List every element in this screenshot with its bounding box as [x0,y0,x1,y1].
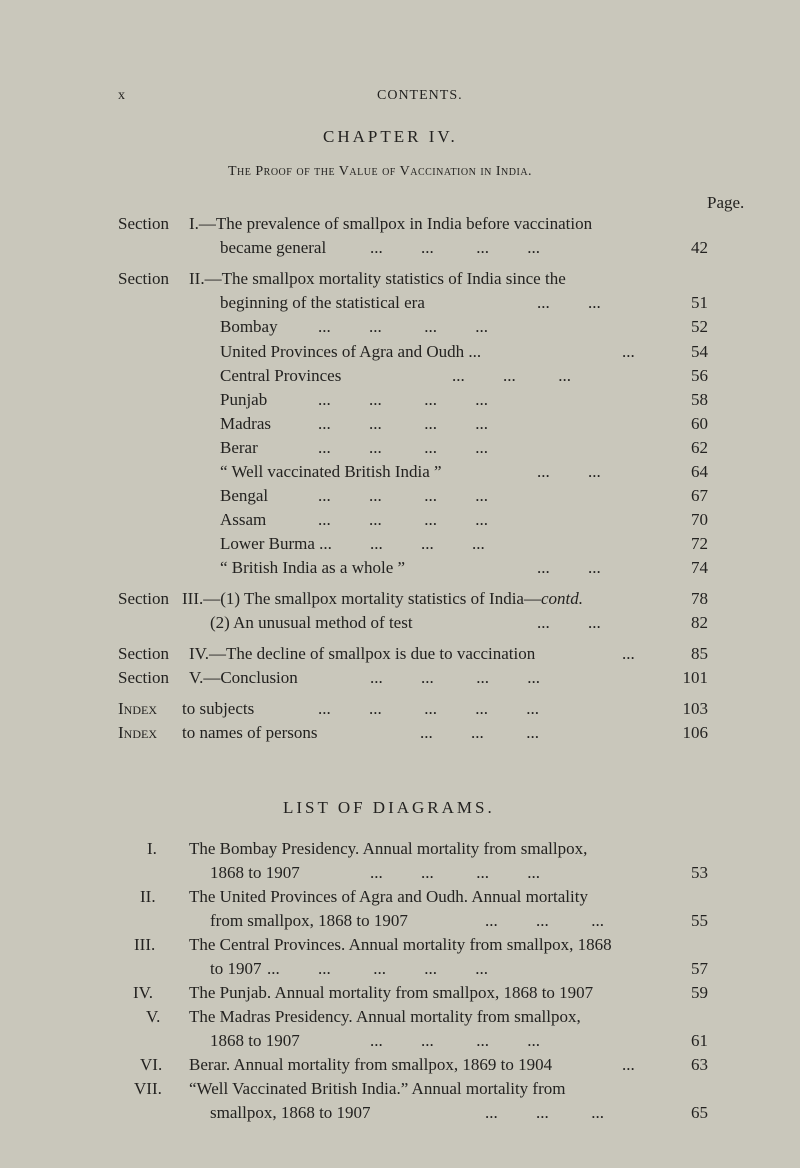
page-ref: 58 [691,390,708,409]
page-ref: 62 [691,438,708,457]
diagram-number: II. [140,887,156,906]
leader-dots: ... ... ... ... ... [267,959,488,978]
section-text-italic: contd. [540,589,584,608]
page-ref: 56 [691,366,708,385]
leader-dots: ... ... ... [485,1103,604,1122]
section-text: “ Well vaccinated British India ” [220,462,442,481]
section-label: Section [118,589,169,608]
diagram-text: from smallpox, 1868 to 1907 [210,911,408,930]
leader-dots: ... ... [537,462,601,481]
page-ref: 42 [691,238,708,257]
page-ref: 67 [691,486,708,505]
section-label: Section [118,214,169,233]
page-ref: 74 [691,558,708,577]
page-column-label: Page. [707,193,745,212]
page-ref: 64 [691,462,708,481]
leader-dots: ... ... ... ... ... [318,699,539,718]
index-label: Index [118,699,157,718]
leader-dots: ... ... ... ... [318,317,488,336]
leader-dots: ... ... ... ... [318,438,488,457]
section-text: to names of persons [182,723,318,742]
section-text: IV.—The decline of smallpox is due to vaccination [189,644,536,663]
section-label: Section [118,269,169,288]
chapter-title: CHAPTER IV. [323,127,458,146]
diagram-text: The Punjab. Annual mortality from smallpox, 1868 to 1907 [189,983,594,1002]
section-text: Assam [220,510,267,529]
leader-dots: ... ... ... ... [370,238,540,257]
page-ref: 82 [691,613,708,632]
index-label: Index [118,723,157,742]
leader-dots: ... ... ... [452,366,571,385]
diagram-text: The Bombay Presidency. Annual mortality from smallpox, [189,839,588,858]
section-text: Berar [220,438,258,457]
page-ref: 85 [691,644,708,663]
diagram-number: IV. [133,983,153,1002]
diagram-text: to 1907 [210,959,262,978]
page-ref: 53 [691,863,708,882]
leader-dots: ... ... ... ... [318,390,488,409]
section-text: Punjab [220,390,268,409]
leader-dots: ... ... ... [485,911,604,930]
section-text: beginning of the statistical era [220,293,425,312]
page-ref: 59 [691,983,708,1002]
section-text: Lower Burma ... [220,534,332,553]
leader-dots: ... ... [537,613,601,632]
section-label: Section [118,644,169,663]
diagram-text: 1868 to 1907 [210,863,300,882]
leader-dots: ... [622,644,635,663]
diagram-text: 1868 to 1907 [210,1031,300,1050]
running-title: CONTENTS. [377,88,463,103]
diagram-number: V. [146,1007,161,1026]
section-text: Madras [220,414,271,433]
page-ref: 106 [682,723,708,742]
leader-dots: ... [622,1055,635,1074]
diagram-number: I. [147,839,157,858]
section-text-main: III.—(1) The smallpox mortality statistics of India— [182,589,541,608]
section-text [182,589,583,609]
page-ref: 72 [691,534,708,553]
diagram-text: smallpox, 1868 to 1907 [210,1103,371,1122]
section-label: Section [118,668,169,687]
leader-dots: ... ... ... ... [318,486,488,505]
section-text: United Provinces of Agra and Oudh ... [220,342,482,361]
diagram-number: VII. [134,1079,162,1098]
page-ref: 61 [691,1031,708,1050]
section-text: V.—Conclusion [189,668,298,687]
section-text: Central Provinces [220,366,342,385]
leader-dots: ... ... ... [370,534,485,553]
page-ref: 103 [682,699,708,718]
leader-dots: ... ... [537,293,601,312]
diagram-text: The United Provinces of Agra and Oudh. Annual mortality [189,887,588,906]
diagrams-heading: LIST OF DIAGRAMS. [283,798,495,817]
diagram-number: VI. [140,1055,163,1074]
leader-dots: ... ... ... ... [318,510,488,529]
page-ref: 78 [691,589,708,608]
diagram-text: “Well Vaccinated British India.” Annual mortality from [189,1079,566,1098]
diagram-number: III. [134,935,156,954]
page-ref: 57 [691,959,708,978]
leader-dots: ... ... [537,558,601,577]
diagram-text: The Central Provinces. Annual mortality from smallpox, 1868 [189,935,612,954]
page-ref: 51 [691,293,708,312]
page-ref: 54 [691,342,708,361]
diagram-text: Berar. Annual mortality from smallpox, 1869 to 1904 [189,1055,553,1074]
leader-dots: ... ... ... ... [318,414,488,433]
section-text: II.—The smallpox mortality statistics of India since the [189,269,566,288]
leader-dots: ... [622,342,635,361]
section-text: (2) An unusual method of test [210,613,413,632]
chapter-subtitle: The Proof of the Value of Vaccination in India. [228,164,533,179]
page-ref: 70 [691,510,708,529]
leader-dots: ... ... ... ... [370,1031,540,1050]
diagram-text: The Madras Presidency. Annual mortality from smallpox, [189,1007,581,1026]
page-ref: 65 [691,1103,708,1122]
section-text: Bombay [220,317,278,336]
section-text: to subjects [182,699,255,718]
page-ref: 60 [691,414,708,433]
page-ref: 63 [691,1055,708,1074]
section-text: I.—The prevalence of smallpox in India before vaccination [189,214,593,233]
leader-dots: ... ... ... ... [370,863,540,882]
page-number: x [118,88,126,103]
section-text: Bengal [220,486,269,505]
leader-dots: ... ... ... [420,723,539,742]
page-ref: 55 [691,911,708,930]
section-text: “ British India as a whole ” [220,558,406,577]
page-ref: 52 [691,317,708,336]
leader-dots: ... ... ... ... [370,668,540,687]
page-ref: 101 [682,668,708,687]
section-text: became general [220,238,327,257]
